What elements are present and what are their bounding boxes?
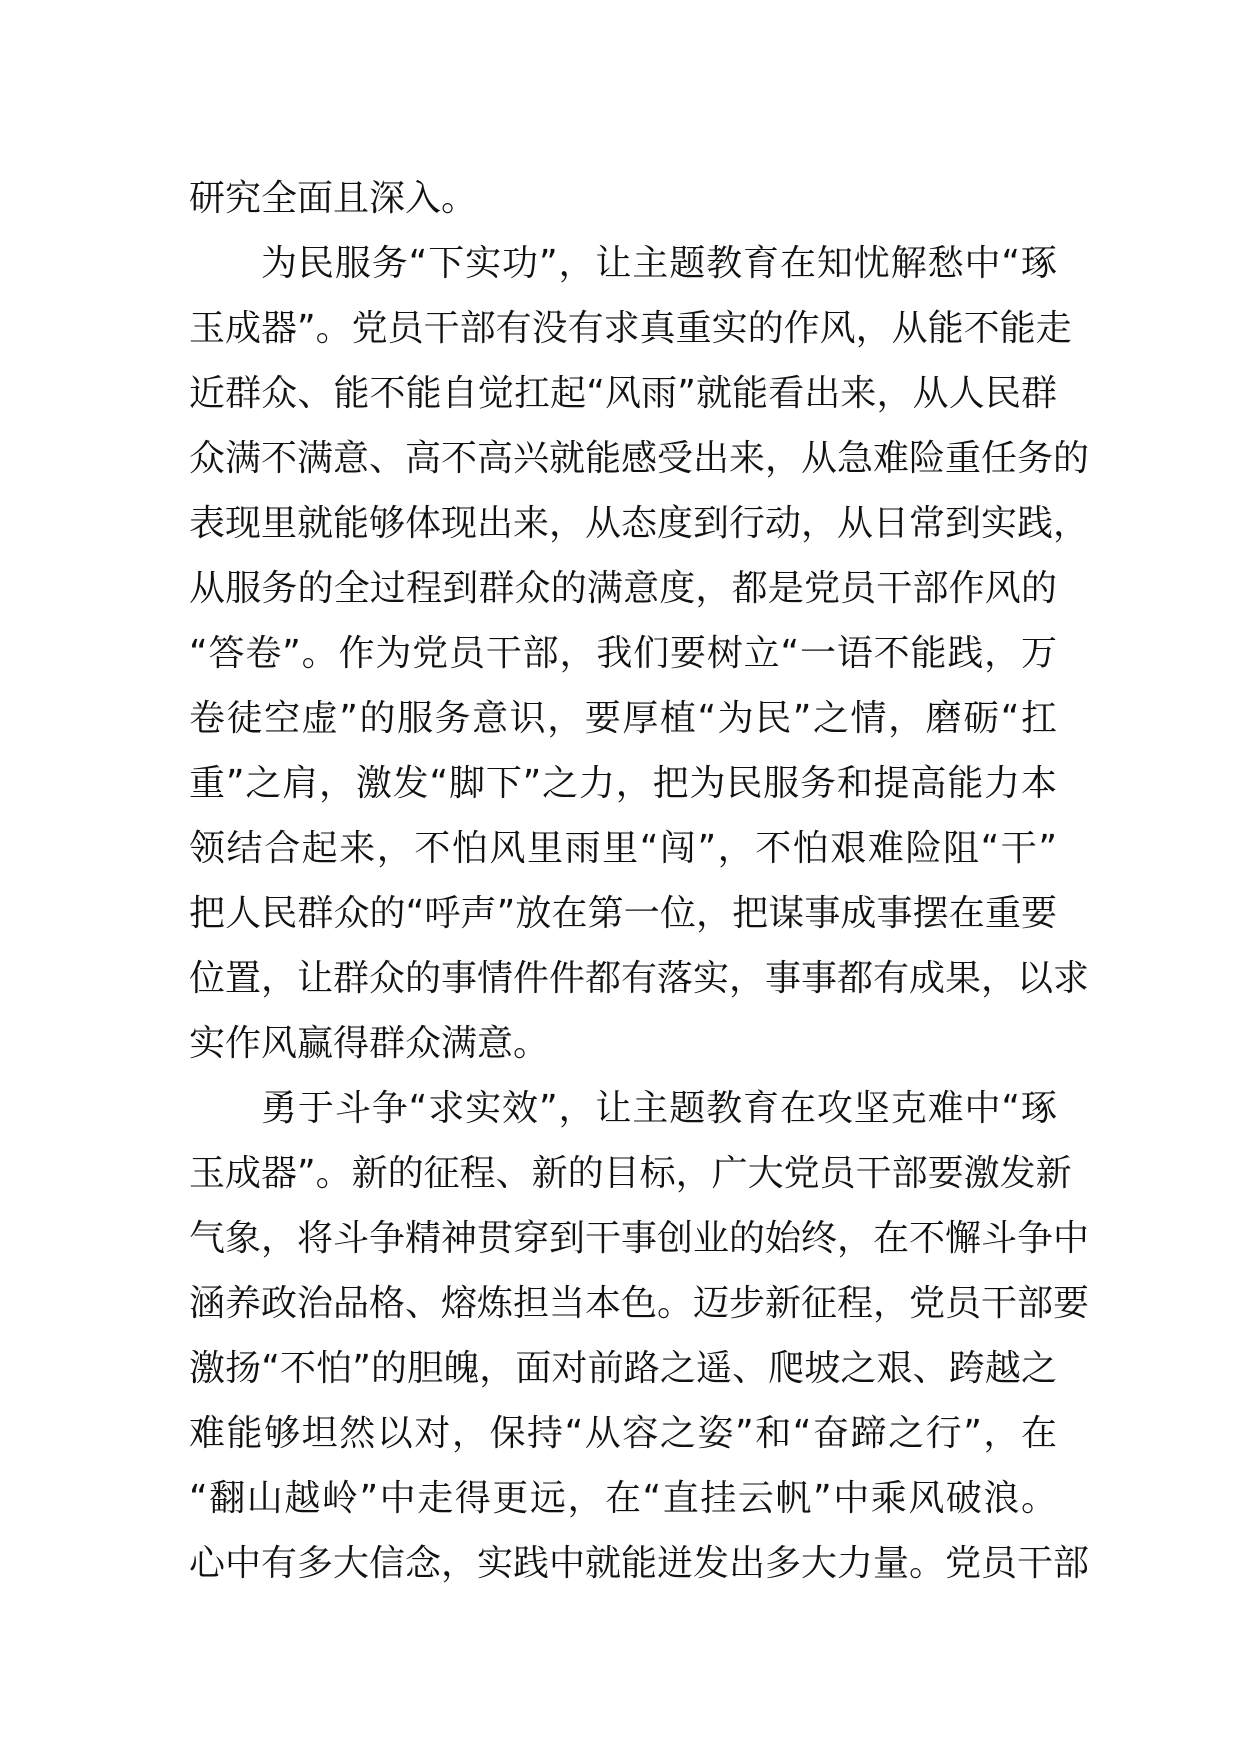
text-line: 重”之肩，激发“脚下”之力，把为民服务和提高能力本: [189, 763, 1057, 804]
text-line: 玉成器”。党员干部有没有求真重实的作风，从能不能走: [189, 308, 1072, 349]
text-line: 位置，让群众的事情件件都有落实，事事都有成果，以求: [189, 958, 1090, 999]
text-line: 玉成器”。新的征程、新的目标，广大党员干部要激发新: [189, 1153, 1072, 1194]
body-text: [189, 166, 1090, 1596]
text-line: 研究全面且深入。: [189, 178, 478, 219]
text-line: “翻山越岭”中走得更远，在“直挂云帆”中乘风破浪。: [189, 1478, 1057, 1519]
text-line: 从服务的全过程到群众的满意度，都是党员干部作风的: [189, 568, 1057, 609]
text-line: 为民服务“下实功”，让主题教育在知忧解愁中“琢: [261, 243, 1057, 284]
text-line: “答卷”。作为党员干部，我们要树立“一语不能践，万: [189, 633, 1057, 674]
paragraph: [189, 166, 1057, 231]
text-line: 气象，将斗争精神贯穿到干事创业的始终，在不懈斗争中: [189, 1218, 1090, 1259]
paragraph: [189, 1076, 1090, 1596]
text-line: 实作风赢得群众满意。: [189, 1023, 550, 1064]
text-line: 表现里就能够体现出来，从态度到行动，从日常到实践，: [189, 503, 1090, 544]
text-line: 众满不满意、高不高兴就能感受出来，从急难险重任务的: [189, 438, 1090, 479]
text-line: 激扬“不怕”的胆魄，面对前路之遥、爬坡之艰、跨越之: [189, 1348, 1057, 1389]
text-line: 心中有多大信念，实践中就能迸发出多大力量。党员干部: [189, 1543, 1090, 1584]
text-line: 勇于斗争“求实效”，让主题教育在攻坚克难中“琢: [261, 1088, 1057, 1129]
text-line: 领结合起来，不怕风里雨里“闯”，不怕艰难险阻“干”: [189, 828, 1057, 869]
text-line: 把人民群众的“呼声”放在第一位，把谋事成事摆在重要: [189, 893, 1057, 934]
paragraph: [189, 231, 1090, 1076]
text-line: 难能够坦然以对，保持“从容之姿”和“奋蹄之行”，在: [189, 1413, 1057, 1454]
text-line: 涵养政治品格、熔炼担当本色。迈步新征程，党员干部要: [189, 1283, 1090, 1324]
text-line: 近群众、能不能自觉扛起“风雨”就能看出来，从人民群: [189, 373, 1057, 414]
text-line: 卷徒空虚”的服务意识，要厚植“为民”之情，磨砺“扛: [189, 698, 1057, 739]
